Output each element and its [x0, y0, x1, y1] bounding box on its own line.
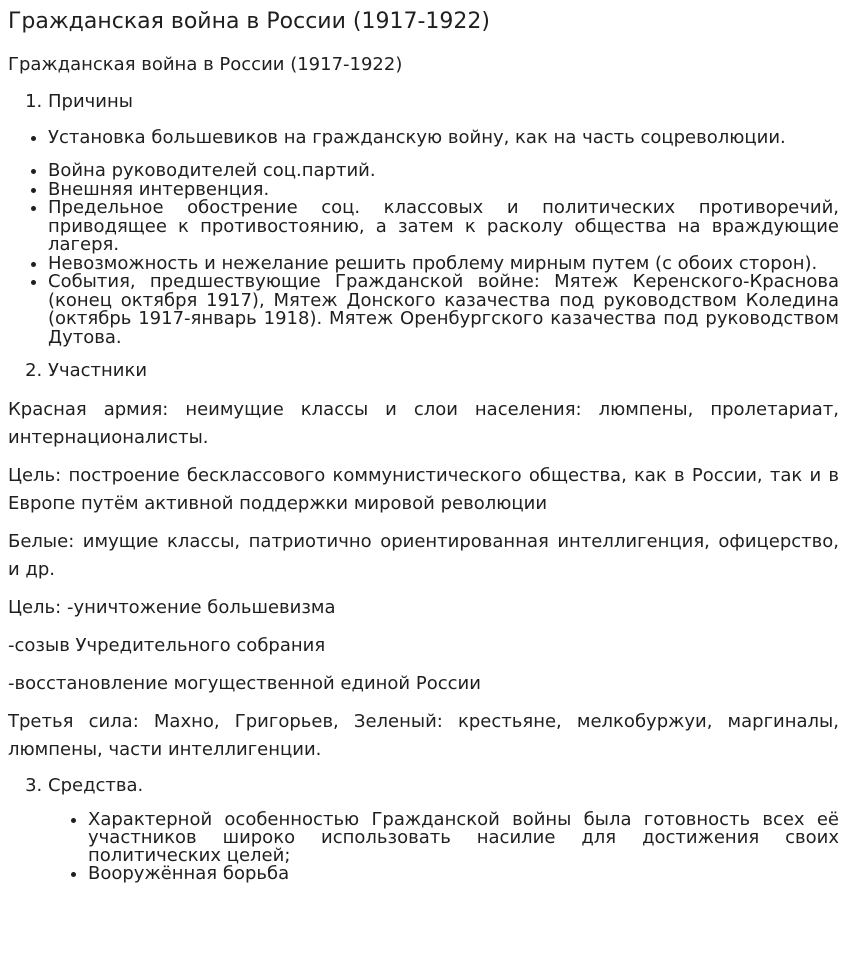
document-subtitle: Гражданская война в России (1917-1922) [8, 54, 403, 75]
paragraph-whites: Белые: имущие классы, патриотично ориентированная интеллигенция, офицерство, и др. [8, 531, 839, 580]
causes-list [8, 162, 839, 347]
list-item: • Невозможность и нежелание решить проблему мирным путем (с обоих сторон). [48, 255, 839, 274]
paragraph-white-goal: Цель: -уничтожение большевизма [8, 597, 336, 618]
section-heading-means: 3. Средства. [48, 774, 839, 798]
section-means [8, 774, 839, 798]
list-item: • Установка большевиков на гражданскую войну, как на часть соцреволюции. [48, 126, 839, 150]
list-item: • Война руководителей соц.партий. [48, 162, 839, 181]
paragraph-white-goal-2: -созыв Учредительного собрания [8, 635, 326, 656]
section-causes [8, 90, 839, 114]
page-title: Гражданская война в России (1917-1922) [8, 9, 490, 34]
paragraph-red-army: Красная армия: неимущие классы и слои населения: люмпены, пролетариат, интернационалисты. [8, 399, 839, 448]
paragraph-white-goal-3: -восстановление могущественной единой России [8, 673, 481, 694]
list-item: • Предельное обострение соц. классовых и политических противоречий, приводящее к противостоянию, а затем к расколу общества на враждующие лагеря. [48, 199, 839, 255]
paragraph-red-goal: Цель: построение бесклассового коммунистического общества, как в России, так и в Европе путём активной поддержки мировой революции [8, 465, 839, 514]
list-item: • Характерной особенностью Гражданской войны была готовность всех её участников широко использовать насилие для достижения своих политических целей; [88, 811, 839, 865]
section-heading-causes: 1. Причины [48, 90, 839, 114]
paragraph-third-force: Третья сила: Махно, Григорьев, Зеленый: крестьяне, мелкобуржуи, маргиналы, люмпены, части интеллигенции. [8, 711, 839, 760]
causes-list-primary [8, 126, 839, 150]
list-item: • События, предшествующие Гражданской войне: Мятеж Керенского-Краснова (конец октября 1917), Мятеж Донского казачества под руководством Коледина (октябрь 1917-январь 1918). Мятеж Оренбургского казачества под руководством Дутова. [48, 273, 839, 347]
means-list [8, 811, 839, 883]
section-heading-participants: 2. Участники [48, 359, 839, 383]
section-participants [8, 359, 839, 383]
list-item: • Внешняя интервенция. [48, 181, 839, 200]
list-item: • Вооружённая борьба [88, 865, 839, 883]
